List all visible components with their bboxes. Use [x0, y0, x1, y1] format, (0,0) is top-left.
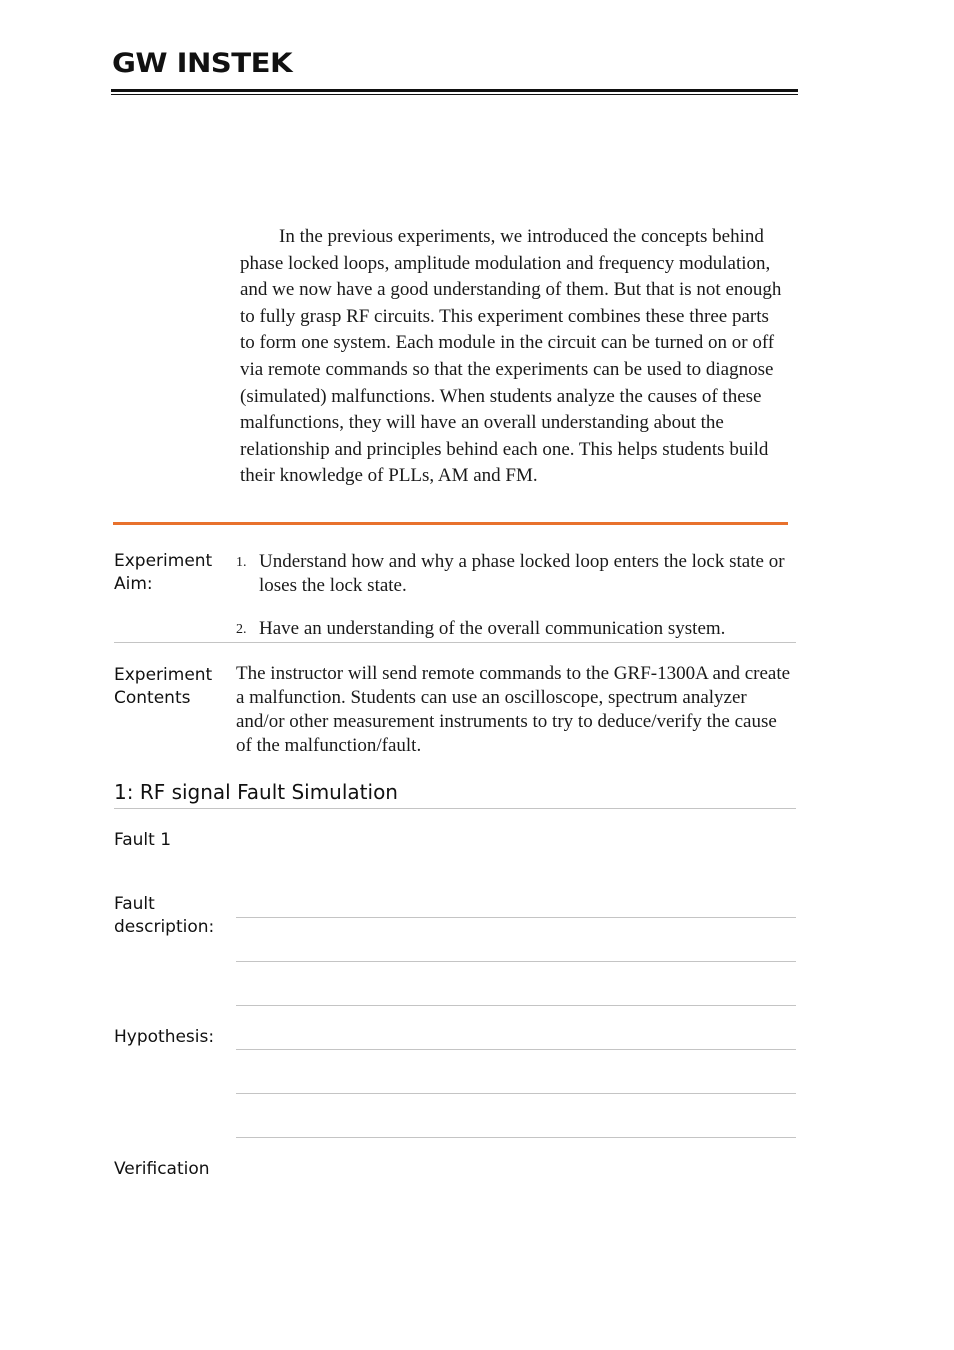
aim-item-number: 2.	[236, 622, 247, 637]
aim-item-number: 1.	[236, 555, 247, 570]
company-logo: GW INSTEK	[112, 48, 293, 79]
fault-description-line1: Fault	[114, 894, 155, 914]
description-answer-line-3[interactable]	[236, 1005, 796, 1006]
aim-label-line1: Experiment	[114, 551, 213, 571]
aim-bottom-rule	[114, 642, 796, 643]
intro-paragraph: In the previous experiments, we introduced the concepts behind phase locked loops, amplitude modulation and frequency modulation, and we now have a good understanding of them. But that is not enough to fully grasp RF circuits. This experiment combines these three parts to form one system. Each module in the circuit can be turned on or off via remote commands so that the experiments can be used to diagnose (simulated) malfunctions. When students analyze the causes of these malfunctions, they will have an overall understanding about the relationship and principles behind each one. This helps students build their knowledge of PLLs, AM and FM.	[240, 226, 782, 487]
contents-label-line2: Contents	[114, 688, 191, 708]
header-rule	[111, 89, 798, 92]
description-answer-line-1[interactable]	[236, 917, 796, 918]
aim-item-text: Have an understanding of the overall communication system.	[259, 618, 726, 639]
contents-label	[114, 664, 234, 710]
description-answer-line-2[interactable]	[236, 961, 796, 962]
aim-label-line2: Aim:	[114, 574, 153, 594]
fault-title: Fault 1	[114, 830, 172, 850]
hypothesis-answer-line-2[interactable]	[236, 1093, 796, 1094]
hypothesis-answer-line-3[interactable]	[236, 1137, 796, 1138]
section-title-rule	[114, 808, 796, 809]
section-divider	[113, 522, 788, 525]
hypothesis-answer-line-1[interactable]	[236, 1049, 796, 1050]
contents-text: The instructor will send remote commands to the GRF-1300A and create a malfunction. Students can use an oscilloscope, spectrum analyzer and/or other measurement instruments to try to deduce/verify the cause of the malfunction/fault.	[236, 663, 791, 756]
aim-label	[114, 550, 234, 596]
section-title: 1: RF signal Fault Simulation	[114, 780, 398, 804]
fault-description-line2: description:	[114, 917, 215, 937]
header-rule-thin	[111, 94, 798, 95]
verification-label: Verification	[114, 1159, 210, 1179]
hypothesis-label: Hypothesis:	[114, 1027, 215, 1047]
contents-label-line1: Experiment	[114, 665, 213, 685]
fault-description-label	[114, 893, 234, 939]
aim-item-text: Understand how and why a phase locked loop enters the lock state or loses the lock state.	[259, 551, 785, 596]
